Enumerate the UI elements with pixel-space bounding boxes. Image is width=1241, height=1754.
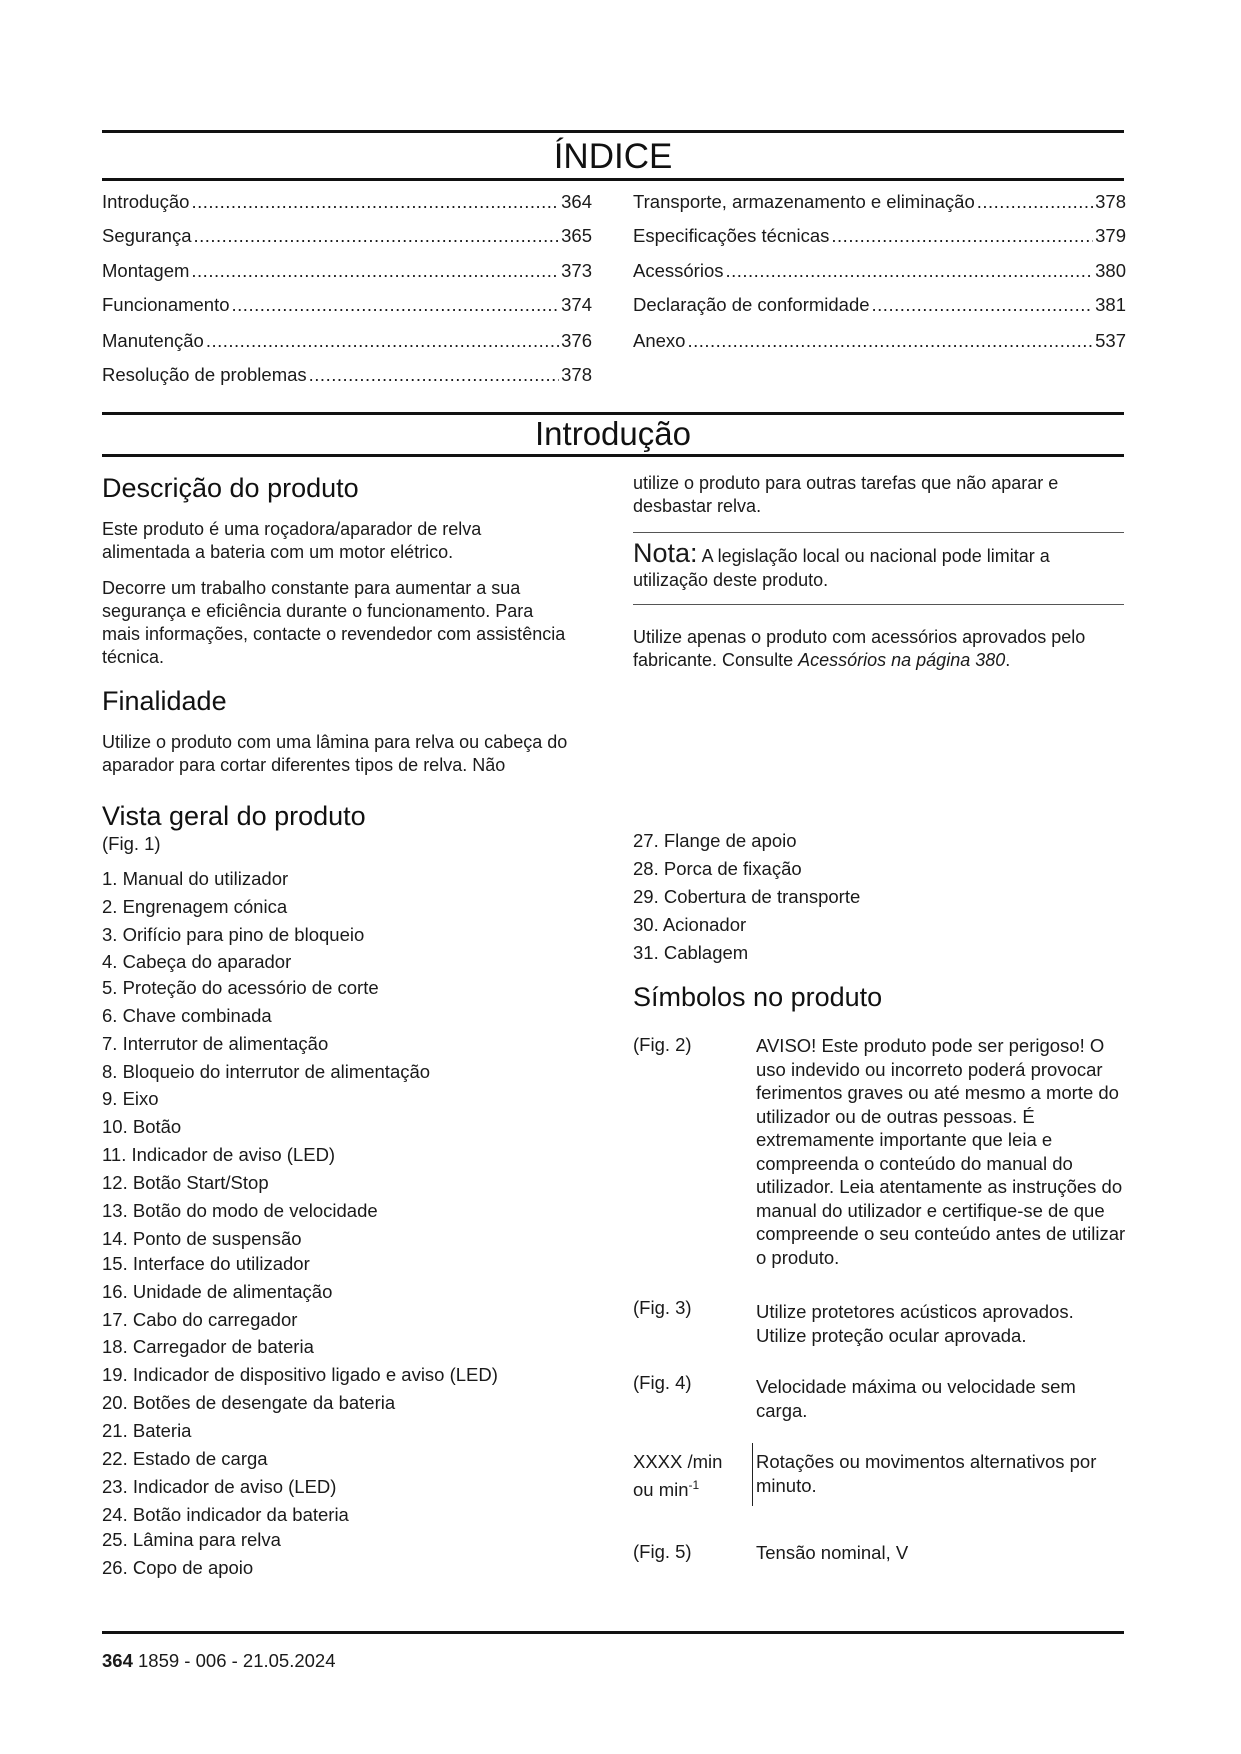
- list-item: 18. Carregador de bateria: [102, 1336, 314, 1357]
- top-rule: [102, 130, 1124, 133]
- list-item: 10. Botão: [102, 1116, 182, 1137]
- descricao-paragraph-2: Decorre um trabalho constante para aumentar a sua segurança e eficiência durante o funcionamento. Para mais informações, contacte o revendedor com assistência técnica.: [102, 578, 566, 667]
- finalidade-heading: Finalidade: [102, 686, 227, 716]
- intro-title-rule: [102, 454, 1124, 457]
- list-item: 24. Botão indicador da bateria: [102, 1504, 349, 1525]
- toc-entry[interactable]: Declaração de conformidade ..... 381: [633, 294, 1126, 316]
- symbols-heading: Símbolos no produto: [633, 982, 883, 1012]
- nota-label: Nota:: [633, 538, 698, 568]
- intro-title: Introdução: [535, 415, 691, 452]
- list-item: 2. Engrenagem cónica: [102, 896, 288, 917]
- list-item: 23. Indicador de aviso (LED): [102, 1476, 337, 1497]
- finalidade-paragraph: Utilize o produto com uma lâmina para relva ou cabeça do aparador para cortar diferentes tipos de relva. Não: [102, 732, 568, 775]
- symbol-description: Tensão nominal, V: [756, 1542, 909, 1563]
- toc-entry[interactable]: Introdução ..... 364: [102, 191, 592, 213]
- toc-entry[interactable]: Segurança ..... 365: [102, 225, 592, 247]
- list-item: 26. Copo de apoio: [102, 1557, 254, 1578]
- toc-entry[interactable]: Funcionamento ..... 374: [102, 294, 592, 316]
- list-item: 20. Botões de desengate da bateria: [102, 1392, 396, 1413]
- list-item: 1. Manual do utilizador: [102, 868, 289, 889]
- list-item: 13. Botão do modo de velocidade: [102, 1200, 378, 1221]
- nota-block: Nota: A legislação local ou nacional pode limitar a utilização deste produto.: [633, 538, 1050, 590]
- list-item: 6. Chave combinada: [102, 1005, 272, 1026]
- list-item: 27. Flange de apoio: [633, 830, 797, 851]
- overview-fig-ref: (Fig. 1): [102, 833, 161, 854]
- list-item: 25. Lâmina para relva: [102, 1529, 281, 1550]
- list-item: 8. Bloqueio do interrutor de alimentação: [102, 1061, 431, 1082]
- toc-title-rule: [102, 178, 1124, 181]
- symbol-description: Utilize protetores acústicos aprovados. Utilize proteção ocular aprovada.: [756, 1301, 1074, 1346]
- symbol-description: Rotações ou movimentos alternativos por minuto.: [756, 1451, 1097, 1496]
- toc-entry[interactable]: Transporte, armazenamento e eliminação ..... 378: [633, 191, 1126, 213]
- list-item: 9. Eixo: [102, 1088, 159, 1109]
- symbol-ref: XXXX /min ou $\min^{-1}$: [633, 1451, 723, 1500]
- list-item: 5. Proteção do acessório de corte: [102, 977, 379, 998]
- list-item: 16. Unidade de alimentação: [102, 1281, 333, 1302]
- footer-rule: [102, 1631, 1124, 1634]
- symbol-ref: (Fig. 2): [633, 1034, 692, 1055]
- list-item: 12. Botão Start/Stop: [102, 1172, 269, 1193]
- symbol-description: AVISO! Este produto pode ser perigoso! O uso indevido ou incorreto poderá provocar ferimentos graves ou até mesmo a morte do utilizador ou de outras pessoas. É extremamente importante que leia e compreenda o conteúdo do manual do utilizador. Leia atentamente as instruções do manual do utilizador e certifique-se de que compreende o seu conteúdo antes de utilizar o produto.: [756, 1035, 1126, 1268]
- list-item: 15. Interface do utilizador: [102, 1253, 310, 1274]
- list-item: 17. Cabo do carregador: [102, 1309, 298, 1330]
- symbol-divider: [752, 1443, 753, 1506]
- toc-entry[interactable]: Montagem ..... 373: [102, 260, 592, 282]
- symbol-ref: (Fig. 3): [633, 1297, 692, 1318]
- list-item: 7. Interrutor de alimentação: [102, 1033, 329, 1054]
- list-item: 28. Porca de fixação: [633, 858, 802, 879]
- list-item: 29. Cobertura de transporte: [633, 886, 861, 907]
- overview-heading: Vista geral do produto: [102, 801, 366, 831]
- toc-entry[interactable]: Anexo ..... 537: [633, 330, 1126, 352]
- list-item: 31. Cablagem: [633, 942, 749, 963]
- symbol-description: Velocidade máxima ou velocidade sem carga.: [756, 1376, 1076, 1421]
- footer-doc-id: 1859 - 006 - 21.05.2024: [138, 1650, 336, 1671]
- toc-entry[interactable]: Manutenção ..... 376: [102, 330, 592, 352]
- list-item: 14. Ponto de suspensão: [102, 1228, 302, 1249]
- toc-title: ÍNDICE: [553, 137, 673, 176]
- symbol-ref: (Fig. 5): [633, 1541, 692, 1562]
- list-item: 4. Cabeça do aparador: [102, 951, 292, 972]
- list-item: 22. Estado de carga: [102, 1448, 268, 1469]
- nota-bottom-divider: [633, 604, 1124, 605]
- toc-entry[interactable]: Acessórios ..... 380: [633, 260, 1126, 282]
- descricao-heading: Descrição do produto: [102, 473, 359, 503]
- list-item: 19. Indicador de dispositivo ligado e aviso (LED): [102, 1364, 498, 1385]
- list-item: 3. Orifício para pino de bloqueio: [102, 924, 365, 945]
- acessorios-link[interactable]: Acessórios na página 380: [798, 650, 1006, 670]
- descricao-paragraph-1: Este produto é uma roçadora/aparador de relva alimentada a bateria com um motor elétrico.: [102, 519, 482, 562]
- list-item: 11. Indicador de aviso (LED): [102, 1144, 336, 1165]
- acessorios-paragraph: Utilize apenas o produto com acessórios aprovados pelo fabricante. Consulte Acessórios na página 380.: [633, 627, 1086, 670]
- toc-entry[interactable]: Resolução de problemas ..... 378: [102, 364, 592, 386]
- list-item: 21. Bateria: [102, 1420, 192, 1441]
- finalidade-paragraph-continued: utilize o produto para outras tarefas que não aparar e desbastar relva.: [633, 473, 1059, 516]
- toc-entry[interactable]: Especificações técnicas ..... 379: [633, 225, 1126, 247]
- symbol-ref: (Fig. 4): [633, 1372, 692, 1393]
- footer-page-number: 364: [102, 1650, 133, 1671]
- list-item: 30. Acionador: [633, 914, 747, 935]
- nota-top-divider: [633, 532, 1124, 533]
- footer: [102, 1650, 336, 1672]
